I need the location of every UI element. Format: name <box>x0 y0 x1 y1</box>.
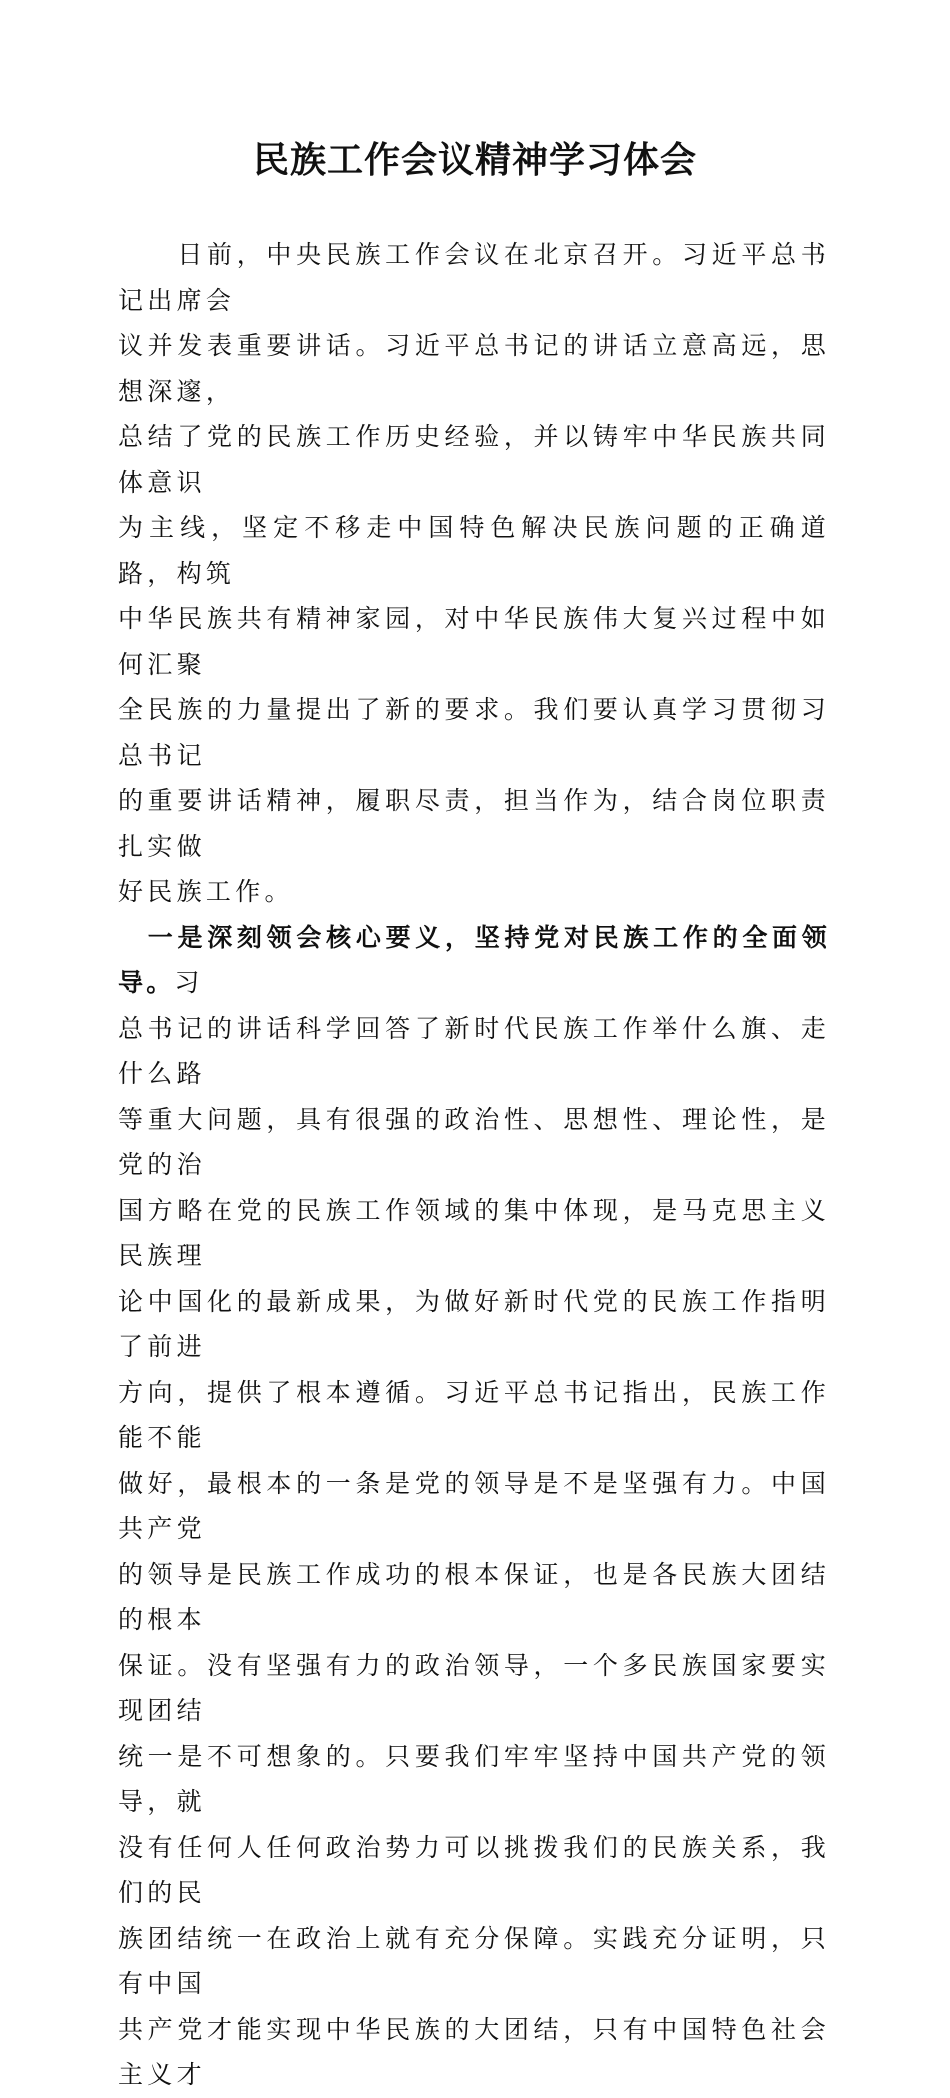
text-line: 等重大问题，具有很强的政治性、思想性、理论性，是党的治 <box>118 1104 830 1179</box>
text-line: 总结了党的民族工作历史经验，并以铸牢中华民族共同体意识 <box>118 422 830 497</box>
text-line: 方向，提供了根本遵循。习近平总书记指出，民族工作能不能 <box>118 1377 830 1452</box>
text-line: 习 <box>174 968 204 997</box>
text-line: 总书记的讲话科学回答了新时代民族工作举什么旗、走什么路 <box>118 1013 830 1088</box>
text-line: 国方略在党的民族工作领域的集中体现，是马克思主义民族理 <box>118 1195 830 1270</box>
text-line: 为主线，坚定不移走中国特色解决民族问题的正确道路，构筑 <box>118 513 830 588</box>
text-line: 的重要讲话精神，履职尽责，担当作为，结合岗位职责扎实做 <box>118 786 830 861</box>
text-line: 保证。没有坚强有力的政治领导，一个多民族国家要实现团结 <box>118 1650 830 1725</box>
text-line: 共产党才能实现中华民族的大团结，只有中国特色社会主义才 <box>118 2014 830 2089</box>
text-line: 中华民族共有精神家园，对中华民族伟大复兴过程中如何汇聚 <box>118 604 830 679</box>
document-body <box>118 232 830 2098</box>
text-line: 统一是不可想象的。只要我们牢牢坚持中国共产党的领导，就 <box>118 1741 830 1816</box>
paragraph-point-one <box>118 915 830 2098</box>
text-line: 的领导是民族工作成功的根本保证，也是各民族大团结的根本 <box>118 1559 830 1634</box>
text-line: 做好，最根本的一条是党的领导是不是坚强有力。中国共产党 <box>118 1468 830 1543</box>
text-line: 全民族的力量提出了新的要求。我们要认真学习贯彻习总书记 <box>118 695 830 770</box>
paragraph-lead: 一是深刻领会核心要义，坚持党对民族工作的全面领导。 <box>118 922 830 997</box>
text-line: 好民族工作。 <box>118 877 294 906</box>
text-line: 族团结统一在政治上就有充分保障。实践充分证明，只有中国 <box>118 1923 830 1998</box>
text-line: 论中国化的最新成果，为做好新时代党的民族工作指明了前进 <box>118 1286 830 1361</box>
text-line: 日前，中央民族工作会议在北京召开。习近平总书记出席会 <box>118 240 830 315</box>
text-line: 没有任何人任何政治势力可以挑拨我们的民族关系，我们的民 <box>118 1832 830 1907</box>
document-title: 民族工作会议精神学习体会 <box>252 139 697 181</box>
text-line: 议并发表重要讲话。习近平总书记的讲话立意高远，思想深邃， <box>118 331 830 406</box>
paragraph-intro <box>118 232 830 915</box>
